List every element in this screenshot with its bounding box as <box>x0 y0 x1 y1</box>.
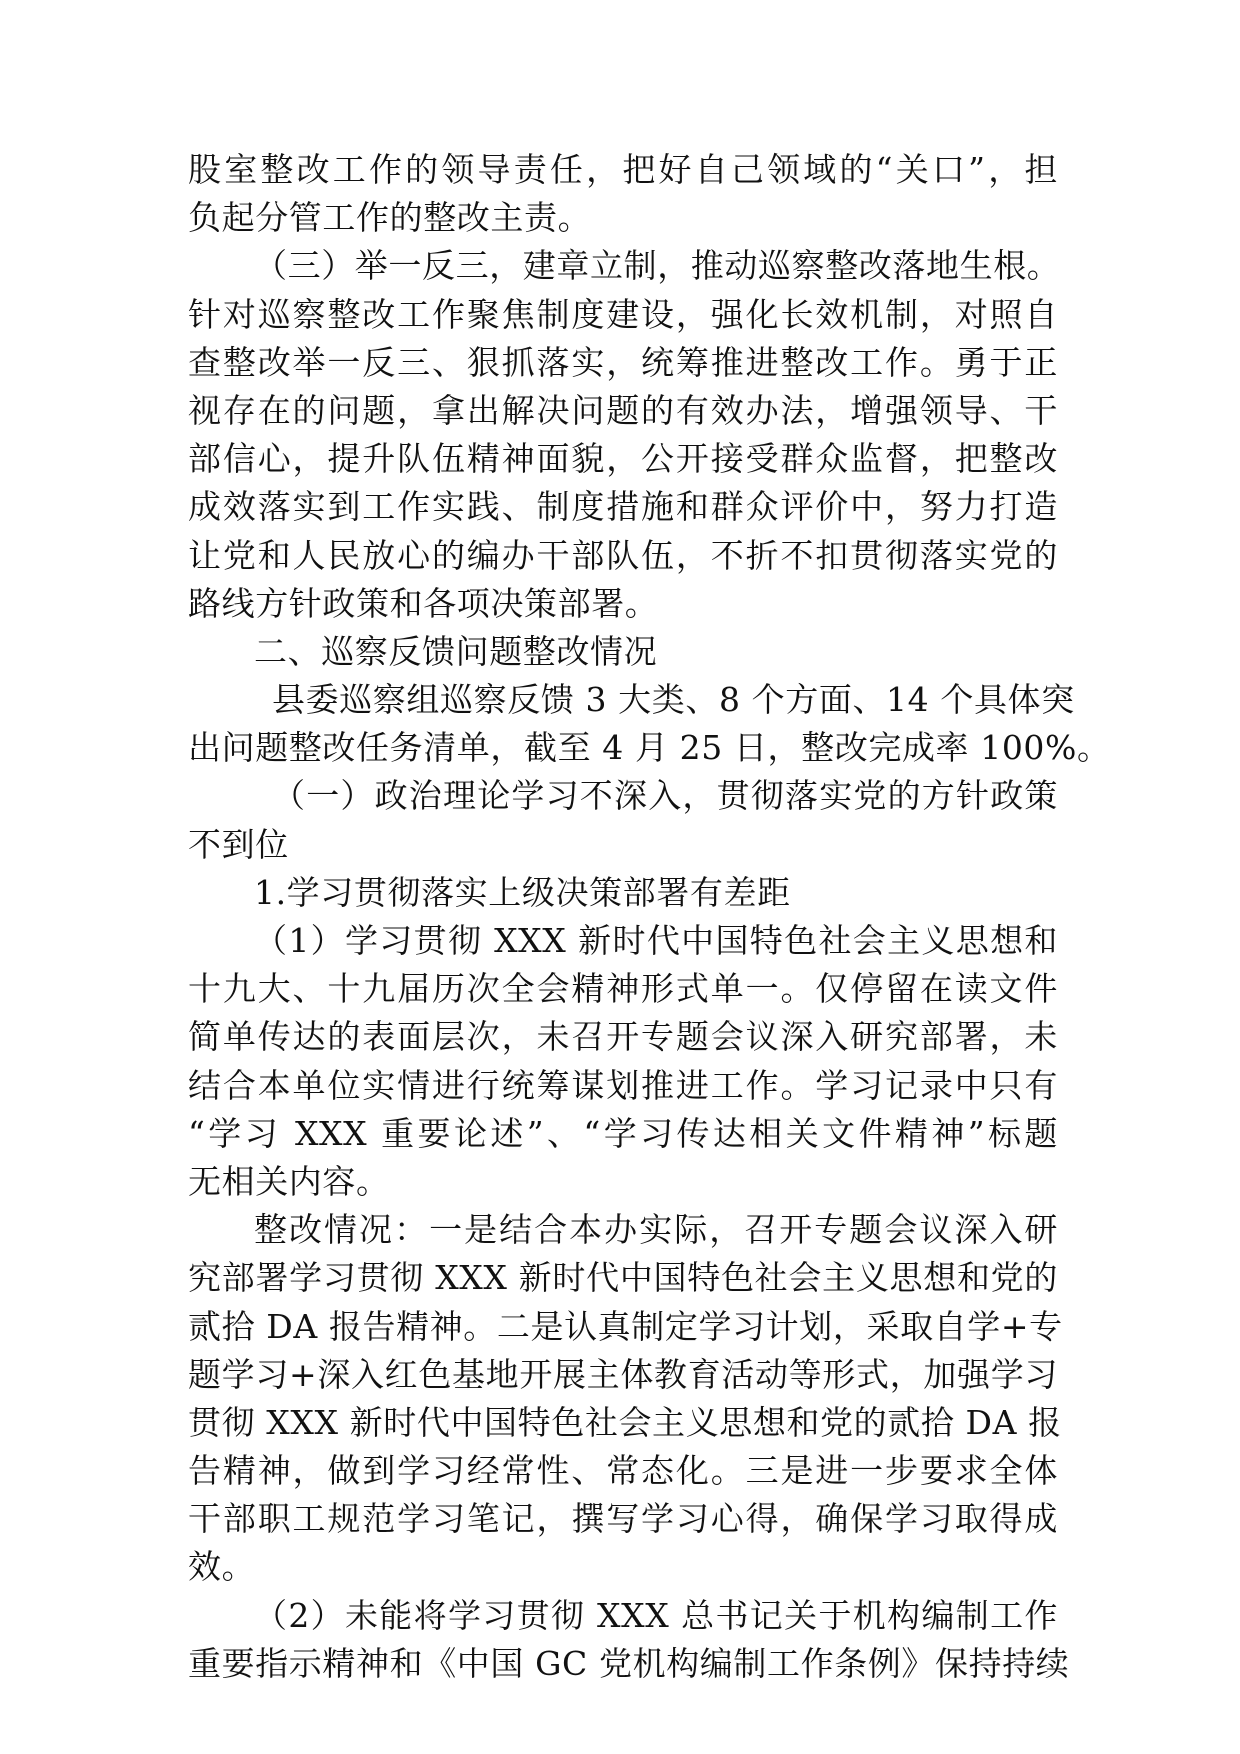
text-line: 部信心，提升队伍精神面貌，公开接受群众监督，把整改 <box>188 439 1058 479</box>
text-line: 十九大、十九届历次全会精神形式单一。仅停留在读文件 <box>188 969 1058 1009</box>
text-line: 针对巡察整改工作聚焦制度建设，强化长效机制，对照自 <box>188 294 1058 334</box>
text-line: “学习 XXX 重要论述”、“学习传达相关文件精神”标题 <box>188 1113 1058 1153</box>
document-body <box>188 146 1111 1688</box>
text-line: 简单传达的表面层次，未召开专题会议深入研究部署，未 <box>188 1017 1058 1057</box>
text-line: 路线方针政策和各项决策部署。 <box>188 583 659 623</box>
section-heading: （三）举一反三，建章立制，推动巡察整改落地生根。 <box>254 246 1061 286</box>
text-line: 效。 <box>188 1547 256 1587</box>
item-heading: 1.学习贯彻落实上级决策部署有差距 <box>254 872 791 912</box>
subsection-heading: 不到位 <box>188 824 289 864</box>
text-line: 贰拾 DA 报告精神。二是认真制定学习计划，采取自学+专 <box>188 1306 1063 1346</box>
section-heading: 二、巡察反馈问题整改情况 <box>254 631 658 671</box>
text-line: （2）未能将学习贯彻 XXX 总书记关于机构编制工作 <box>254 1595 1058 1635</box>
text-line: 成效落实到工作实践、制度措施和群众评价中，努力打造 <box>188 487 1058 527</box>
text-line: 让党和人民放心的编办干部队伍，不折不扣贯彻落实党的 <box>188 535 1058 575</box>
text-line: 负起分管工作的整改主责。 <box>188 198 592 238</box>
text-line: 查整改举一反三、狠抓落实，统筹推进整改工作。勇于正 <box>188 342 1058 382</box>
text-line: 告精神，做到学习经常性、常态化。三是进一步要求全体 <box>188 1451 1058 1491</box>
text-line: 干部职工规范学习笔记，撰写学习心得，确保学习取得成 <box>188 1499 1058 1539</box>
text-line: 视存在的问题，拿出解决问题的有效办法，增强领导、干 <box>188 390 1058 430</box>
text-line: 无相关内容。 <box>188 1161 390 1201</box>
text-line: （1）学习贯彻 XXX 新时代中国特色社会主义思想和 <box>254 921 1058 960</box>
text-line: 股室整改工作的领导责任，把好自己领域的“关口”，担 <box>188 150 1058 189</box>
text-line: 县委巡察组巡察反馈 3 大类、8 个方面、14 个具体突 <box>272 680 1075 720</box>
text-line: 出问题整改任务清单，截至 4 月 25 日，整改完成率 100%。 <box>188 728 1111 768</box>
text-line: 究部署学习贯彻 XXX 新时代中国特色社会主义思想和党的 <box>188 1258 1058 1298</box>
subsection-heading: （一）政治理论学习不深入，贯彻落实党的方针政策 <box>272 776 1058 816</box>
text-line: 整改情况：一是结合本办实际，召开专题会议深入研 <box>254 1210 1058 1250</box>
text-line: 题学习+深入红色基地开展主体教育活动等形式，加强学习 <box>188 1354 1058 1394</box>
text-line: 重要指示精神和《中国 GC 党机构编制工作条例》保持持续 <box>188 1643 1070 1683</box>
text-line: 结合本单位实情进行统筹谋划推进工作。学习记录中只有 <box>188 1065 1058 1105</box>
text-line: 贯彻 XXX 新时代中国特色社会主义思想和党的贰拾 DA 报 <box>188 1402 1062 1442</box>
